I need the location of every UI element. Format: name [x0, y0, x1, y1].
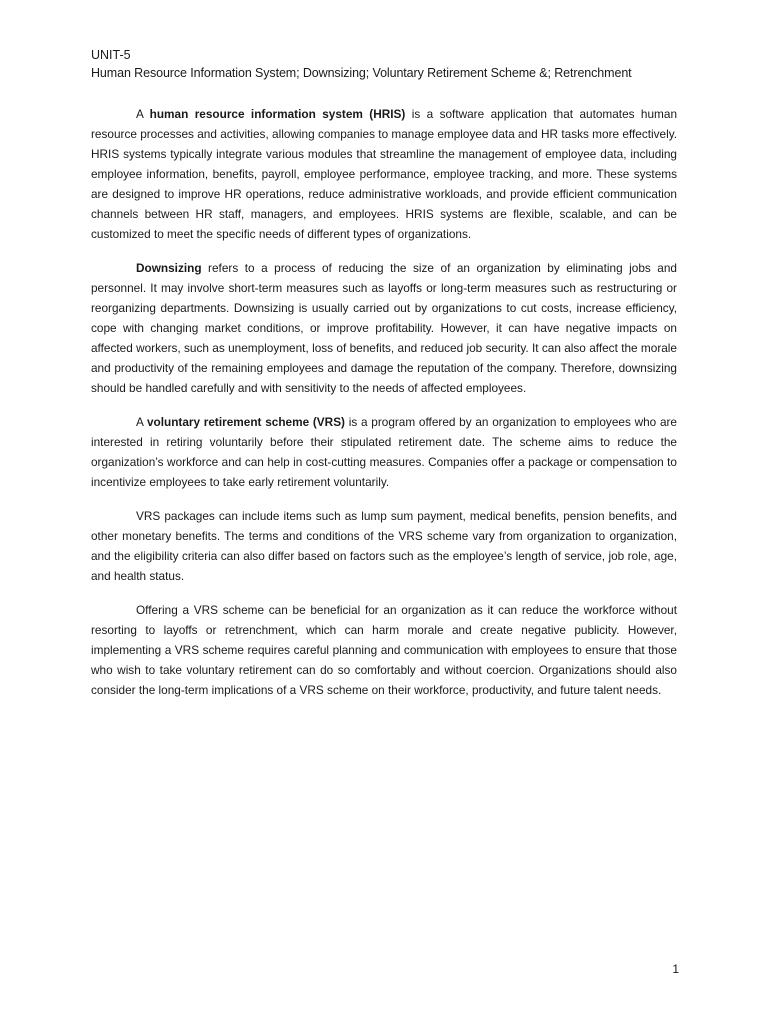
- paragraph-lead: A: [136, 415, 147, 429]
- document-body: [91, 46, 677, 700]
- paragraph-text: is a program offered by an organization to employees who are interested in retiring voluntarily before their stipulated retirement date. The scheme aims to reduce the organization’s workforce and can help in cost-cutting measures. Companies offer a package or compensation to incentivize employees to take early retirement voluntarily.: [91, 415, 677, 489]
- paragraph-text: is a software application that automates human resource processes and activities, allowing companies to manage employee data and HR tasks more effectively. HRIS systems typically integrate various modules that streamline the management of employee data, including employee information, benefits, payroll, employee performance, employee tracking, and more. These systems are designed to improve HR operations, reduce administrative workloads, and provide efficient communication channels between HR staff, managers, and employees. HRIS systems are flexible, scalable, and can be customized to meet the specific needs of different types of organizations.: [91, 107, 678, 241]
- paragraph-downsizing: [91, 258, 677, 398]
- paragraph-text: Offering a VRS scheme can be beneficial for an organization as it can reduce the workforce without resorting to layoffs or retrenchment, which can harm morale and create negative publicity. However, implementing a VRS scheme requires careful planning and communication with employees to ensure that those who wish to take voluntary retirement can do so comfortably and without coercion. Organizations should also consider the long-term implications of a VRS scheme on their workforce, productivity, and future talent needs.: [91, 603, 677, 697]
- term-hris: human resource information system (HRIS): [149, 107, 406, 121]
- paragraph-lead: A: [136, 107, 150, 121]
- term-vrs: voluntary retirement scheme (VRS): [146, 415, 345, 429]
- paragraph-vrs-packages: [91, 506, 677, 586]
- paragraph-hris: [91, 104, 677, 244]
- paragraph-vrs: [91, 412, 677, 492]
- page-number: 1: [672, 962, 679, 976]
- paragraph-vrs-benefits: [91, 600, 677, 700]
- paragraph-text: refers to a process of reducing the size of an organization by eliminating jobs and personnel. It may involve short-term measures such as layoffs or long-term measures such as restructuring or reorganizing departments. Downsizing is usually carried out by organizations to cut costs, increase efficiency, cope with changing market conditions, or improve profitability. However, it can have negative impacts on affected workers, such as unemployment, loss of benefits, and reduced job security. It can also affect the morale and productivity of the remaining employees and damage the reputation of the company. Therefore, downsizing should be handled carefully and with sensitivity to the needs of affected employees.: [91, 261, 677, 395]
- term-downsizing: Downsizing: [136, 261, 202, 275]
- document-subtitle: Human Resource Information System; Downsizing; Voluntary Retirement Scheme &; Retrenchment: [91, 66, 632, 80]
- unit-heading: UNIT-5: [91, 48, 131, 62]
- paragraph-text: VRS packages can include items such as lump sum payment, medical benefits, pension benefits, and other monetary benefits. The terms and conditions of the VRS scheme vary from organization to organization, and the eligibility criteria can also differ based on factors such as the employee’s length of service, job role, age, and health status.: [91, 509, 677, 583]
